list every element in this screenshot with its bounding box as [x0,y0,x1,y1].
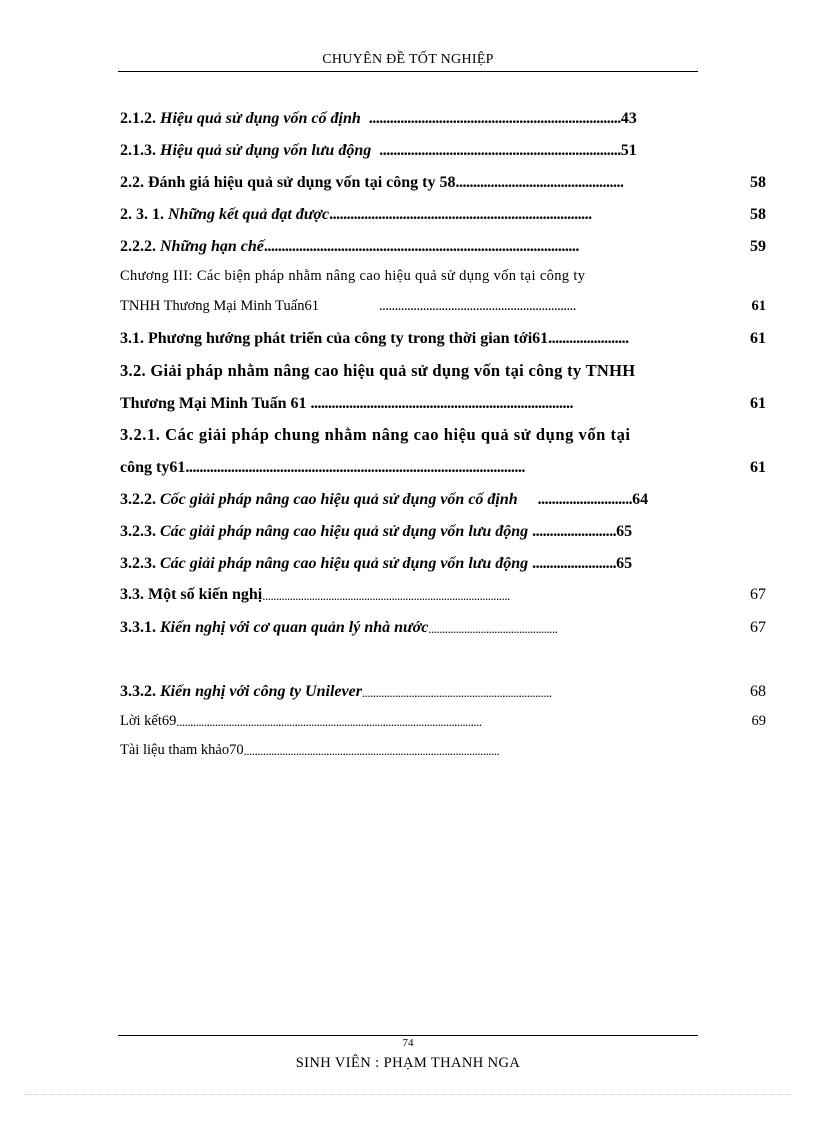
toc-leader: ............................................................................................................... [176,714,482,729]
toc-entry [120,289,766,315]
toc-entry-page: 51 [620,142,637,159]
toc-entry-title: Cốc giải pháp nâng cao hiệu quả sử dụng vốn cố định [160,491,518,508]
toc-entry-title: Lời kết69 [120,713,177,729]
toc-entry-page: 61 [751,298,766,314]
toc-entry-number: 2. 3. 1. [120,206,164,223]
toc-leader: ........................... [537,491,633,508]
toc-entry-title: TNHH Thương Mại Minh Tuấn61 [120,298,319,314]
toc-entry [120,547,766,573]
toc-entry-line [120,355,766,381]
toc-entry-number: 3.3. [120,586,144,603]
toc-entry-title: Các giải pháp nâng cao hiệu quả sử dụng vốn lưu động [160,555,529,572]
toc-entry-title: Chương III: Các biện pháp nhằm nâng cao hiệu quả sử dụng vốn tại công ty [120,268,586,284]
footer-student-name: SINH VIÊN : PHẠM THANH NGA [295,1055,521,1071]
toc-entry-title: Các giải pháp nâng cao hiệu quả sử dụng vốn lưu động [160,523,529,540]
toc-leader: ........................................................................... [310,395,574,412]
toc-entry-title: công ty61 [120,459,186,476]
toc-leader: ........................ [532,523,617,540]
toc-entry-number: 3.2.3. [120,523,156,540]
toc-entry-page: 59 [750,238,766,255]
toc-entry-title: 3.2. Giải pháp nhằm nâng cao hiệu quả sử dụng vốn tại công ty TNHH [120,361,636,380]
footer-divider [118,1035,698,1036]
toc-entry [120,322,766,348]
toc-leader: ........................................................................ [368,110,621,127]
toc-entry-title: Tài liệu tham khảo70 [120,742,244,758]
toc-entry-number: 2.1.3. [120,142,156,159]
toc-entry-title: Hiệu quả sử dụng vốn lưu động [160,142,372,159]
page-boundary [24,1094,792,1095]
toc-leader: ........................ [532,555,617,572]
toc-leader: ....................... [548,330,629,347]
toc-entry-title: Đánh giá hiệu quả sử dụng vốn tại công ty 58 [148,174,456,191]
toc-entry-page: 43 [620,110,637,127]
toc-leader: .......................................................................................... [263,238,579,255]
toc-entry-title: Những hạn chế [160,238,264,255]
toc-entry-number: 2.2.2. [120,238,156,255]
toc-entry-title: Phương hướng phát triển của công ty trong thời gian tới61 [148,330,549,347]
toc-entry-title: Kiến nghị với công ty Unilever [160,683,362,700]
toc-entry-page: 67 [750,586,766,603]
toc-entry [120,704,766,730]
toc-entry-page: 58 [750,174,766,191]
toc-entry [120,483,766,509]
toc-entry-title: Một số kiến nghị [148,586,263,603]
toc-leader: ............................................................................................. [243,743,500,758]
toc-leader: ........................................................................... [329,206,592,223]
toc-entry-number: 3.2.3. [120,555,156,572]
toc-entry-title: Hiệu quả sử dụng vốn cố định [160,110,361,127]
toc-entry-title: Kiến nghị với cơ quan quản lý nhà nước [160,619,429,636]
toc-entry-number: 2.2. [120,174,144,191]
toc-entry-number: 2.1.2. [120,110,156,127]
toc-entry-page: 64 [632,491,649,508]
toc-entry [120,198,766,224]
toc-entry-page: 61 [750,330,766,347]
toc-entry [120,611,766,637]
toc-entry-number: 3.2.2. [120,491,156,508]
toc-entry [120,387,766,413]
toc-entry-page: 65 [616,555,633,572]
toc-entry-line [120,259,766,285]
document-header-title: CHUYÊN ĐỀ TỐT NGHIỆP [322,52,494,67]
toc-leader: ..................................................................... [379,142,621,159]
toc-entry [120,515,766,541]
toc-leader: ............................................... [428,621,558,636]
toc-entry-number: 3.3.2. [120,683,156,700]
toc-entry-line [120,419,766,445]
toc-entry [120,733,766,759]
toc-entry-title: Thương Mại Minh Tuấn 61 [120,395,307,412]
toc-entry-page: 65 [616,523,633,540]
toc-entry-title: Những kết quả đạt được [168,206,330,223]
toc-entry-page: 61 [750,395,766,412]
toc-entry-page: 61 [750,459,766,476]
toc-entry [120,230,766,256]
toc-leader: ................................................ [455,174,624,191]
toc-entry-page: 68 [750,683,766,700]
toc-leader: ............................................................... [378,298,576,314]
toc-leader: ..................................................................... [361,685,552,700]
toc-entry-page: 69 [751,713,766,729]
toc-entry-number: 3.3.1. [120,619,156,636]
toc-entry-page: 58 [750,206,766,223]
toc-entry [120,102,766,128]
page-number: 74 [402,1037,414,1049]
toc-entry [120,134,766,160]
toc-entry [120,166,766,192]
toc-entry-page: 67 [750,619,766,636]
toc-leader: ................................................................................................. [185,459,525,476]
toc-entry [120,578,766,604]
toc-entry-number: 3.1. [120,330,144,347]
toc-leader: .......................................................................................... [262,588,510,603]
header-divider [118,71,698,72]
toc-entry [120,675,766,701]
toc-entry-title: 3.2.1. Các giải pháp chung nhằm nâng cao hiệu quả sử dụng vốn tại [120,425,631,444]
toc-entry [120,451,766,477]
